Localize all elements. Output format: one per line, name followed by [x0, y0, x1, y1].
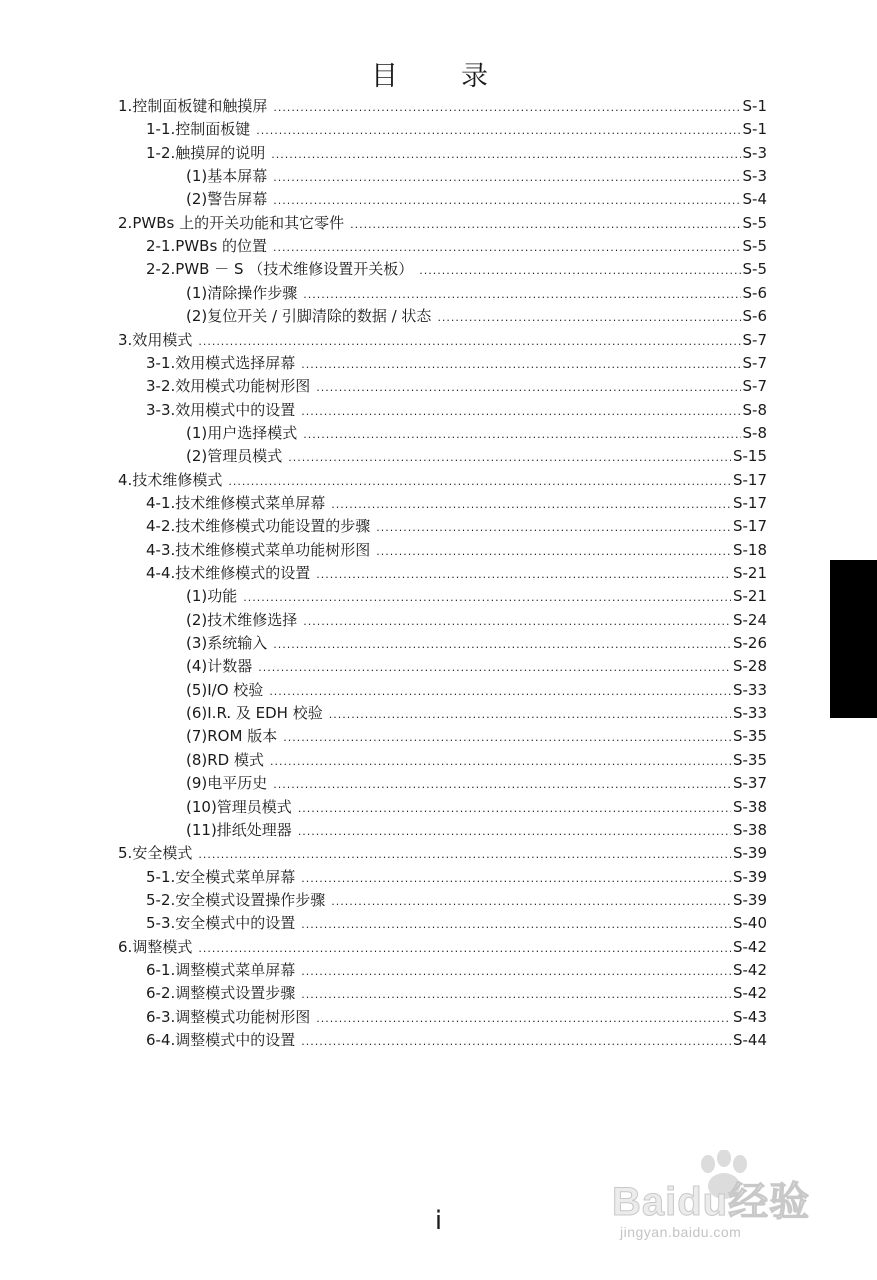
toc-entry[interactable] [146, 1029, 767, 1052]
toc-entry[interactable] [186, 585, 767, 608]
dot-leader [301, 1030, 731, 1053]
watermark-url: jingyan.baidu.com [620, 1224, 742, 1240]
toc-entry-number: 4-4. [146, 564, 176, 582]
toc-entry-page: S-7 [742, 353, 767, 372]
toc-entry-title: 系统输入 [207, 634, 268, 653]
toc-entry-title: 电平历史 [207, 774, 268, 793]
toc-entry-title: 调整模式 [132, 937, 193, 956]
toc-entry-number: 1-2. [146, 143, 176, 162]
toc-entry-number: (8) [186, 750, 208, 769]
toc-title: 目 录 [371, 61, 506, 92]
dot-leader [270, 750, 731, 773]
toc-entry-page: S-5 [742, 260, 767, 279]
baidu-watermark [612, 1150, 862, 1250]
toc-entry-page: S-17 [732, 517, 767, 536]
dot-leader [331, 493, 731, 516]
dot-leader [273, 96, 740, 119]
toc-entry-title: 调整模式设置步骤 [175, 984, 296, 1003]
toc-entry-page: S-6 [742, 283, 767, 302]
dot-leader [350, 213, 740, 236]
toc-entry-number: 2. [118, 213, 133, 232]
dot-leader [198, 843, 731, 866]
toc-entry-title: 效用模式中的设置 [175, 400, 296, 419]
toc-entry[interactable] [186, 679, 767, 702]
toc-entry[interactable] [186, 282, 767, 305]
dot-leader [198, 330, 740, 353]
dot-leader [301, 983, 731, 1006]
dot-leader [273, 189, 740, 212]
toc-entry[interactable] [146, 539, 767, 562]
toc-entry-title: 清除操作步骤 [207, 283, 298, 302]
dot-leader [303, 610, 731, 633]
toc-entry-title: 触摸屏的说明 [175, 143, 266, 162]
toc-entry-number: (3) [186, 634, 208, 653]
dot-leader [301, 353, 740, 376]
toc-entry[interactable] [146, 866, 767, 889]
toc-entry-number: 4. [118, 470, 133, 489]
toc-entry-page: S-24 [732, 610, 767, 629]
toc-entry-title: 调整模式功能树形图 [175, 1007, 311, 1026]
toc-entry-title: 技术维修模式菜单屏幕 [175, 493, 326, 512]
toc-entry-page: S-21 [732, 587, 767, 606]
toc-entry-title: 计数器 [207, 657, 253, 676]
toc-entry-page: S-33 [732, 680, 767, 699]
toc-entry-title: I.R. 及 EDH 校验 [207, 704, 323, 723]
toc-entry-page: S-15 [732, 447, 767, 466]
toc-entry[interactable] [186, 422, 767, 445]
dot-leader [316, 563, 731, 586]
toc-entry[interactable] [186, 772, 767, 795]
toc-entry-page: S-7 [742, 330, 767, 349]
toc-entry-number: 1. [118, 97, 133, 115]
toc-entry-title: 安全模式 [132, 844, 193, 863]
toc-entry[interactable] [186, 165, 767, 188]
toc-entry-number: (11) [186, 820, 217, 839]
dot-leader [273, 236, 740, 259]
toc-entry-title: 排纸处理器 [216, 820, 292, 839]
toc-entry-page: S-39 [732, 844, 767, 863]
dot-leader [243, 586, 731, 609]
toc-entry-title: 效用模式 [132, 330, 193, 349]
toc-entry[interactable] [186, 655, 767, 678]
toc-entry[interactable] [186, 305, 767, 328]
toc-entry-number: 6-1. [146, 960, 176, 979]
toc-entry[interactable] [118, 95, 767, 118]
toc-entry[interactable] [146, 352, 767, 375]
toc-entry[interactable] [186, 796, 767, 819]
toc-entry-title: 安全模式菜单屏幕 [175, 867, 296, 886]
toc-entry-number: 2-1. [146, 237, 176, 256]
toc-entry-page: S-42 [732, 960, 767, 979]
toc-entry-page: S-7 [742, 377, 767, 396]
toc-entry[interactable] [118, 842, 767, 865]
toc-entry-number: (4) [186, 657, 208, 676]
toc-entry-page: S-4 [742, 190, 767, 209]
toc-entry-title: 调整模式中的设置 [175, 1031, 296, 1049]
toc-entry[interactable] [146, 235, 767, 258]
toc-entry-number: (1) [186, 167, 208, 186]
toc-entry-page: S-21 [732, 564, 767, 582]
toc-entry-number: 6-2. [146, 984, 176, 1003]
toc-entry-title: 管理员模式 [207, 447, 283, 466]
toc-entry-title: 调整模式菜单屏幕 [175, 960, 296, 979]
toc-entry[interactable] [146, 375, 767, 398]
toc-entry-number: 2-2. [146, 260, 176, 279]
toc-entry[interactable] [186, 188, 767, 211]
toc-entry-page: S-38 [732, 797, 767, 816]
toc-entry-page: S-42 [732, 937, 767, 956]
toc-entry-page: S-1 [742, 120, 767, 139]
toc-entry[interactable] [146, 399, 767, 422]
toc-entry-number: 1-1. [146, 120, 176, 139]
toc-entry[interactable] [118, 469, 767, 492]
toc-entry-number: 3-3. [146, 400, 176, 419]
dot-leader [376, 540, 731, 563]
toc-entry-number: 6-3. [146, 1007, 176, 1026]
toc-entry-page: S-5 [742, 213, 767, 232]
toc-entry[interactable] [146, 912, 767, 935]
toc-entry-number: (1) [186, 283, 208, 302]
toc-entry[interactable] [186, 725, 767, 748]
toc-entry-number: 4-3. [146, 540, 176, 559]
dot-leader [198, 937, 731, 960]
toc-entry-number: (1) [186, 423, 208, 442]
toc-entry-number: (9) [186, 774, 208, 793]
toc-entry[interactable] [186, 632, 767, 655]
dot-leader [298, 797, 731, 820]
page-number: i [434, 1206, 443, 1236]
watermark-brand: Baidu经验 [612, 1180, 811, 1224]
toc-entry-page: S-1 [742, 97, 767, 115]
toc-entry-page: S-35 [732, 750, 767, 769]
toc-entry[interactable] [186, 749, 767, 772]
toc-entry[interactable] [186, 445, 767, 468]
toc-entry-title: 管理员模式 [216, 797, 292, 816]
toc-entry-page: S-8 [742, 423, 767, 442]
toc-entry-page: S-6 [742, 307, 767, 326]
dot-leader [316, 376, 740, 399]
toc-entry-number: (2) [186, 610, 208, 629]
toc-entry-number: (7) [186, 727, 208, 746]
dot-leader [331, 890, 731, 913]
toc-entry-number: 3. [118, 330, 133, 349]
toc-entry-number: (6) [186, 704, 208, 723]
toc-entry-page: S-26 [732, 634, 767, 653]
dot-leader [273, 166, 740, 189]
toc-entry-number: (2) [186, 447, 208, 466]
toc-entry[interactable] [146, 142, 767, 165]
toc-entry-page: S-8 [742, 400, 767, 419]
toc-entry-number: 5-3. [146, 914, 176, 933]
dot-leader [288, 446, 731, 469]
toc-entry-title: 效用模式功能树形图 [175, 377, 311, 396]
toc-entry-title: PWBs 上的开关功能和其它零件 [132, 213, 345, 232]
toc-entry[interactable] [118, 212, 767, 235]
toc-entry-page: S-17 [732, 493, 767, 512]
toc-entry-title: 技术维修模式功能设置的步骤 [175, 517, 371, 536]
toc-entry-page: S-40 [732, 914, 767, 933]
toc-entry-title: 复位开关 / 引脚清除的数据 / 状态 [207, 307, 432, 326]
toc-entry[interactable] [146, 1006, 767, 1029]
dot-leader [258, 656, 731, 679]
dot-leader [437, 306, 740, 329]
toc-entry-title: 用户选择模式 [207, 423, 298, 442]
toc-entry-number: (1) [186, 587, 208, 606]
dot-leader [269, 680, 731, 703]
toc-entry-title: 效用模式选择屏幕 [175, 353, 296, 372]
toc-entry[interactable] [118, 329, 767, 352]
toc-entry-title: 技术维修选择 [207, 610, 298, 629]
toc-entry-page: S-35 [732, 727, 767, 746]
toc-entry-number: 4-1. [146, 493, 176, 512]
toc-entry-page: S-33 [732, 704, 767, 723]
dot-leader [316, 1007, 731, 1030]
dot-leader [298, 820, 731, 843]
toc-entry-number: (10) [186, 797, 217, 816]
toc-entry-title: ROM 版本 [207, 727, 278, 746]
toc-entry-number: 3-2. [146, 377, 176, 396]
toc-entry-page: S-38 [732, 820, 767, 839]
dot-leader [283, 726, 731, 749]
toc-entry-number: 4-2. [146, 517, 176, 536]
toc-entry[interactable] [146, 889, 767, 912]
toc-entry-title: 基本屏幕 [207, 167, 268, 186]
toc-entry-title: 技术维修模式 [132, 470, 223, 489]
toc-entry-title: 技术维修模式的设置 [175, 564, 311, 582]
dot-leader [271, 143, 740, 166]
toc-entry-title: PWBs 的位置 [175, 237, 268, 256]
dot-leader [273, 773, 731, 796]
toc-entry-number: (5) [186, 680, 208, 699]
toc-entry-page: S-3 [742, 143, 767, 162]
toc-entry[interactable] [146, 562, 767, 585]
toc-entry-number: 6-4. [146, 1031, 176, 1049]
dot-leader [273, 633, 731, 656]
toc-entry-page: S-28 [732, 657, 767, 676]
toc-entry-number: (2) [186, 307, 208, 326]
toc-entry-title: 控制面板键 [175, 120, 251, 139]
dot-leader [303, 423, 740, 446]
toc-entry-title: PWB － S （技术维修设置开关板） [175, 260, 414, 279]
toc-entry[interactable] [146, 118, 767, 141]
dot-leader [228, 470, 731, 493]
toc-entry-number: 5. [118, 844, 133, 863]
toc-entry-title: 功能 [207, 587, 238, 606]
toc-entry-page: S-18 [732, 540, 767, 559]
toc-entry[interactable] [186, 702, 767, 725]
toc-entry[interactable] [186, 609, 767, 632]
toc-entry-title: 安全模式设置操作步骤 [175, 890, 326, 909]
toc-entry-number: 3-1. [146, 353, 176, 372]
toc-entry-title: 技术维修模式菜单功能树形图 [175, 540, 371, 559]
toc-entry-number: 5-1. [146, 867, 176, 886]
dot-leader [301, 960, 731, 983]
toc-entry-number: (2) [186, 190, 208, 209]
toc-entry-page: S-17 [732, 470, 767, 489]
toc-entry-page: S-44 [732, 1031, 767, 1049]
toc-entry-page: S-37 [732, 774, 767, 793]
section-tab-marker [830, 560, 877, 718]
dot-leader [301, 400, 740, 423]
toc-entry[interactable] [118, 936, 767, 959]
toc-entry[interactable] [146, 258, 767, 281]
toc-entry-title: I/O 校验 [207, 680, 264, 699]
toc-entry[interactable] [146, 515, 767, 538]
dot-leader [376, 516, 731, 539]
toc-entry[interactable] [146, 982, 767, 1005]
toc-entry[interactable] [186, 819, 767, 842]
toc-entry-page: S-39 [732, 867, 767, 886]
toc-entry-title: RD 模式 [207, 750, 264, 769]
toc-entry-page: S-39 [732, 890, 767, 909]
toc-entry-title: 安全模式中的设置 [175, 914, 296, 933]
dot-leader [301, 867, 731, 890]
toc-entry[interactable] [146, 959, 767, 982]
toc-entry[interactable] [146, 492, 767, 515]
dot-leader [329, 703, 731, 726]
toc-entry-page: S-3 [742, 167, 767, 186]
dot-leader [256, 119, 740, 142]
dot-leader [419, 259, 740, 282]
toc-entry-number: 6. [118, 937, 133, 956]
toc-entry-title: 控制面板键和触摸屏 [132, 97, 268, 115]
toc-entry-title: 警告屏幕 [207, 190, 268, 209]
toc-entry-number: 5-2. [146, 890, 176, 909]
toc-entry-page: S-42 [732, 984, 767, 1003]
dot-leader [303, 283, 740, 306]
toc-entry-page: S-43 [732, 1007, 767, 1026]
toc-entry-page: S-5 [742, 237, 767, 256]
dot-leader [301, 913, 731, 936]
